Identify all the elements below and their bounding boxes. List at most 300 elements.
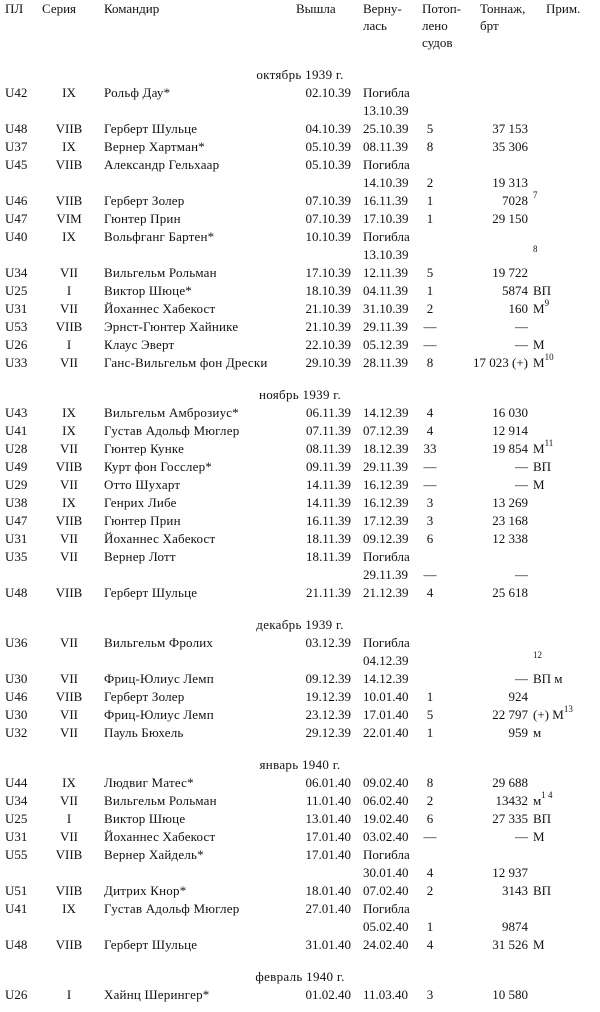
cell-returned: Погибла — [363, 85, 410, 100]
cell-returned: 16.12.39 — [363, 495, 409, 510]
cell-commander: Вильгельм Рольман — [104, 265, 217, 280]
cell-tonnage: — — [515, 319, 528, 334]
cell-sunk: 2 — [426, 883, 434, 898]
cell-note — [533, 476, 545, 494]
cell-tonnage: 3143 — [502, 883, 528, 898]
cell-returned: 16.12.39 — [363, 477, 409, 492]
cell-note — [533, 936, 545, 954]
cell-tonnage: 25 618 — [492, 585, 528, 600]
cell-tonnage: 12 338 — [492, 531, 528, 546]
section-gap — [0, 954, 600, 968]
cell-series: I — [66, 987, 72, 1002]
cell-tonnage: 35 306 — [492, 139, 528, 154]
table-row — [0, 422, 600, 440]
cell-sunk: 1 — [426, 283, 434, 298]
cell-series: VIIB — [55, 937, 83, 952]
cell-series: IX — [62, 139, 76, 154]
header-sunk: Потоп- лено судов — [422, 1, 462, 50]
cell-pl: U41 — [5, 901, 28, 916]
cell-sunk: 1 — [426, 725, 434, 740]
cell-series: VII — [59, 531, 79, 546]
cell-series: IX — [62, 423, 76, 438]
cell-departed: 18.11.39 — [305, 549, 351, 564]
cell-series: VII — [59, 477, 79, 492]
cell-returned: 17.10.39 — [363, 211, 409, 226]
cell-pl: U36 — [5, 635, 28, 650]
header-notes: Прим. — [546, 1, 581, 16]
cell-pl: U41 — [5, 423, 28, 438]
cell-commander: Людвиг Матес* — [104, 775, 194, 790]
footnote-ref: 7 — [533, 190, 538, 200]
cell-returned: 22.01.40 — [363, 725, 409, 740]
table-row — [0, 458, 600, 476]
cell-departed: 31.01.40 — [305, 937, 351, 952]
cell-sunk: 3 — [426, 513, 434, 528]
cell-series: VII — [59, 671, 79, 686]
month-heading: декабрь 1939 г. — [256, 617, 344, 632]
cell-returned: 11.03.40 — [363, 987, 409, 1002]
cell-pl: U38 — [5, 495, 28, 510]
cell-pl: U48 — [5, 937, 28, 952]
cell-commander: Гюнтер Прин — [104, 211, 181, 226]
header-returned: Верну- лась — [363, 1, 402, 33]
cell-sunk: 2 — [426, 175, 434, 190]
cell-note — [533, 810, 551, 828]
footnote-ref: 11 — [544, 438, 554, 448]
cell-pl: U26 — [5, 337, 28, 352]
table-row — [0, 84, 600, 102]
cell-departed: 09.12.39 — [305, 671, 351, 686]
cell-series: VIIB — [55, 585, 83, 600]
cell-tonnage: 31 526 — [492, 937, 528, 952]
cell-pl: U49 — [5, 459, 28, 474]
table-row — [0, 724, 600, 742]
month-heading: январь 1940 г. — [259, 757, 341, 772]
cell-departed: 22.10.39 — [305, 337, 351, 352]
cell-sunk: — — [423, 459, 437, 474]
cell-note — [533, 706, 573, 724]
cell-series: VIIB — [55, 121, 83, 136]
cell-series: VIIB — [55, 157, 83, 172]
cell-pl: U34 — [5, 793, 28, 808]
cell-pl: U31 — [5, 301, 28, 316]
cell-series: VII — [59, 355, 79, 370]
cell-note — [533, 354, 554, 372]
cell-pl: U42 — [5, 85, 28, 100]
cell-returned: 17.01.40 — [363, 707, 409, 722]
cell-tonnage: 37 153 — [492, 121, 528, 136]
cell-pl: U29 — [5, 477, 28, 492]
cell-note — [533, 336, 545, 354]
cell-departed: 17.10.39 — [305, 265, 351, 280]
table-row — [0, 652, 600, 670]
cell-tonnage: 27 335 — [492, 811, 528, 826]
cell-returned: 14.10.39 — [363, 175, 409, 190]
cell-series: VIIB — [55, 689, 83, 704]
cell-sunk: 4 — [426, 405, 434, 420]
cell-series: I — [66, 283, 72, 298]
cell-series: VII — [59, 441, 79, 456]
cell-tonnage: — — [515, 459, 528, 474]
cell-note — [533, 458, 551, 476]
cell-tonnage: 959 — [508, 725, 528, 740]
cell-tonnage: 13432 — [495, 793, 528, 808]
cell-returned: 29.11.39 — [363, 459, 409, 474]
section-gap — [0, 742, 600, 756]
table-row — [0, 318, 600, 336]
table-row — [0, 566, 600, 584]
cell-pl: U25 — [5, 811, 28, 826]
cell-pl: U48 — [5, 121, 28, 136]
cell-commander: Йоханнес Хабекост — [104, 829, 216, 844]
cell-commander: Густав Адольф Мюглер — [104, 423, 240, 438]
cell-commander: Вольфганг Бартен* — [104, 229, 215, 244]
cell-departed: 14.11.39 — [305, 495, 351, 510]
cell-series: VII — [59, 301, 79, 316]
header-tonnage: Тоннаж, брт — [480, 1, 526, 33]
cell-series: VIIB — [55, 459, 83, 474]
cell-note — [533, 246, 538, 264]
cell-sunk: 33 — [423, 441, 437, 456]
cell-series: IX — [62, 229, 76, 244]
cell-series: VIIB — [55, 883, 83, 898]
cell-returned: 16.11.39 — [363, 193, 409, 208]
cell-tonnage: 29 688 — [492, 775, 528, 790]
table-row — [0, 670, 600, 688]
table-row — [0, 210, 600, 228]
table-header — [0, 0, 600, 52]
cell-sunk: 2 — [426, 301, 434, 316]
cell-departed: 23.12.39 — [305, 707, 351, 722]
cell-sunk: 3 — [426, 987, 434, 1002]
cell-sunk: 8 — [426, 355, 434, 370]
cell-note — [533, 792, 552, 810]
cell-returned: 28.11.39 — [363, 355, 409, 370]
cell-pl: U47 — [5, 211, 28, 226]
cell-returned: Погибла — [363, 635, 410, 650]
cell-returned: 10.01.40 — [363, 689, 409, 704]
cell-series: IX — [62, 901, 76, 916]
cell-departed: 13.01.40 — [305, 811, 351, 826]
table-row — [0, 810, 600, 828]
cell-series: I — [66, 811, 72, 826]
table-row — [0, 264, 600, 282]
table-row — [0, 584, 600, 602]
cell-sunk: 6 — [426, 811, 434, 826]
cell-tonnage: 160 — [508, 301, 528, 316]
cell-departed: 09.11.39 — [305, 459, 351, 474]
cell-pl: U40 — [5, 229, 28, 244]
note-text: М — [533, 337, 545, 352]
cell-commander: Клаус Эверт — [104, 337, 175, 352]
cell-departed: 05.10.39 — [305, 139, 351, 154]
table-row — [0, 864, 600, 882]
cell-departed: 07.10.39 — [305, 211, 351, 226]
cell-departed: 18.01.40 — [305, 883, 351, 898]
cell-departed: 14.11.39 — [305, 477, 351, 492]
cell-tonnage: — — [515, 337, 528, 352]
cell-pl: U37 — [5, 139, 28, 154]
cell-pl: U43 — [5, 405, 28, 420]
cell-commander: Гюнтер Кунке — [104, 441, 185, 456]
cell-sunk: 4 — [426, 937, 434, 952]
cell-departed: 06.11.39 — [305, 405, 351, 420]
table-row — [0, 936, 600, 954]
cell-returned: 09.12.39 — [363, 531, 409, 546]
cell-departed: 17.01.40 — [305, 829, 351, 844]
cell-departed: 27.01.40 — [305, 901, 351, 916]
cell-departed: 10.10.39 — [305, 229, 351, 244]
cell-commander: Герберт Золер — [104, 689, 185, 704]
section-gap — [0, 372, 600, 386]
cell-departed: 19.12.39 — [305, 689, 351, 704]
cell-commander: Вернер Хайдель* — [104, 847, 204, 862]
cell-commander: Фриц-Юлиус Лемп — [104, 671, 214, 686]
cell-commander: Фриц-Юлиус Лемп — [104, 707, 214, 722]
header-pl: ПЛ — [5, 1, 24, 16]
table-row — [0, 174, 600, 192]
table-row — [0, 774, 600, 792]
cell-note — [533, 652, 542, 670]
cell-sunk: 5 — [426, 121, 434, 136]
cell-note — [533, 440, 553, 458]
footnote-ref: 9 — [544, 298, 550, 308]
cell-sunk: 6 — [426, 531, 434, 546]
cell-returned: 12.11.39 — [363, 265, 409, 280]
cell-sunk: — — [423, 319, 437, 334]
note-text: ВП — [533, 283, 552, 298]
cell-pl: U28 — [5, 441, 28, 456]
cell-returned: Погибла — [363, 901, 410, 916]
cell-sunk: 1 — [426, 193, 434, 208]
table-body — [0, 52, 600, 1004]
footnote-ref: 12 — [533, 650, 542, 660]
cell-sunk: 4 — [426, 865, 434, 880]
note-text: ВП — [533, 883, 552, 898]
note-text: М — [533, 301, 545, 316]
table-row — [0, 156, 600, 174]
footnote-ref: 8 — [533, 244, 538, 254]
cell-tonnage: 9874 — [502, 919, 528, 934]
cell-pl: U35 — [5, 549, 28, 564]
cell-series: VIM — [56, 211, 82, 226]
cell-departed: 21.11.39 — [305, 585, 351, 600]
table-row — [0, 476, 600, 494]
cell-series: VII — [59, 793, 79, 808]
cell-tonnage: 23 168 — [492, 513, 528, 528]
cell-sunk: 4 — [426, 585, 434, 600]
cell-returned: 30.01.40 — [363, 865, 409, 880]
cell-departed: 16.11.39 — [305, 513, 351, 528]
cell-commander: Курт фон Госслер* — [104, 459, 212, 474]
cell-tonnage: — — [515, 567, 528, 582]
cell-commander: Виктор Шюце — [104, 811, 186, 826]
cell-tonnage: 22 797 — [492, 707, 528, 722]
table-row — [0, 300, 600, 318]
cell-pl: U25 — [5, 283, 28, 298]
cell-pl: U55 — [5, 847, 28, 862]
cell-sunk: 5 — [426, 707, 434, 722]
cell-tonnage: 7028 — [502, 193, 528, 208]
table-row — [0, 228, 600, 246]
cell-note — [533, 192, 538, 210]
cell-returned: 07.02.40 — [363, 883, 409, 898]
cell-sunk: 8 — [426, 775, 434, 790]
cell-series: VII — [59, 635, 79, 650]
cell-departed: 07.11.39 — [305, 423, 351, 438]
cell-series: VII — [59, 725, 79, 740]
cell-series: VIIB — [55, 847, 83, 862]
cell-sunk: 1 — [426, 919, 434, 934]
table-row — [0, 918, 600, 936]
cell-commander: Герберт Золер — [104, 193, 185, 208]
cell-series: VII — [59, 265, 79, 280]
table-row — [0, 706, 600, 724]
cell-returned: 09.02.40 — [363, 775, 409, 790]
cell-commander: Гюнтер Прин — [104, 513, 181, 528]
note-text: М — [533, 937, 545, 952]
cell-pl: U31 — [5, 531, 28, 546]
cell-pl: U51 — [5, 883, 28, 898]
cell-commander: Вильгельм Рольман — [104, 793, 217, 808]
cell-tonnage: 10 580 — [492, 987, 528, 1002]
note-text: ВП — [533, 459, 552, 474]
header-series: Серия — [42, 1, 77, 16]
header-commander: Командир — [104, 1, 160, 16]
cell-returned: 14.12.39 — [363, 405, 409, 420]
cell-pl: U44 — [5, 775, 28, 790]
cell-returned: 05.02.40 — [363, 919, 409, 934]
table-row — [0, 120, 600, 138]
cell-returned: Погибла — [363, 229, 410, 244]
cell-series: VIIB — [55, 513, 83, 528]
cell-returned: 13.10.39 — [363, 247, 409, 262]
table-row — [0, 102, 600, 120]
cell-pl: U45 — [5, 157, 28, 172]
cell-returned: 31.10.39 — [363, 301, 409, 316]
cell-sunk: 1 — [426, 211, 434, 226]
table-row — [0, 282, 600, 300]
cell-returned: Погибла — [363, 157, 410, 172]
cell-commander: Дитрих Кнор* — [104, 883, 187, 898]
cell-commander: Виктор Шюце* — [104, 283, 192, 298]
cell-commander: Александр Гельхаар — [104, 157, 220, 172]
cell-returned: 21.12.39 — [363, 585, 409, 600]
cell-pl: U30 — [5, 707, 28, 722]
cell-commander: Эрнст-Гюнтер Хайнике — [104, 319, 239, 334]
month-heading: февраль 1940 г. — [255, 969, 345, 984]
cell-pl: U48 — [5, 585, 28, 600]
cell-commander: Вернер Лотт — [104, 549, 176, 564]
cell-tonnage: 29 150 — [492, 211, 528, 226]
cell-departed: 01.02.40 — [305, 987, 351, 1002]
table-row — [0, 882, 600, 900]
table-row — [0, 986, 600, 1004]
note-text: (+) М — [533, 707, 564, 722]
cell-returned: 19.02.40 — [363, 811, 409, 826]
table-row — [0, 192, 600, 210]
cell-sunk: — — [423, 337, 437, 352]
cell-series: VII — [59, 707, 79, 722]
cell-returned: 04.12.39 — [363, 653, 409, 668]
cell-departed: 18.10.39 — [305, 283, 351, 298]
note-text: м — [533, 793, 542, 808]
header-departed: Вышла — [296, 1, 336, 16]
cell-series: IX — [62, 405, 76, 420]
cell-sunk: 2 — [426, 793, 434, 808]
cell-tonnage: — — [515, 829, 528, 844]
cell-departed: 07.10.39 — [305, 193, 351, 208]
note-text: м — [533, 725, 542, 740]
cell-tonnage: 16 030 — [492, 405, 528, 420]
cell-departed: 03.12.39 — [305, 635, 351, 650]
cell-sunk: 5 — [426, 265, 434, 280]
table-row — [0, 138, 600, 156]
cell-sunk: 4 — [426, 423, 434, 438]
cell-returned: 05.12.39 — [363, 337, 409, 352]
cell-returned: 07.12.39 — [363, 423, 409, 438]
note-text: М — [533, 355, 545, 370]
cell-commander: Йоханнес Хабекост — [104, 301, 216, 316]
cell-returned: 24.02.40 — [363, 937, 409, 952]
cell-pl: U30 — [5, 671, 28, 686]
cell-sunk: 3 — [426, 495, 434, 510]
cell-series: IX — [62, 775, 76, 790]
note-text: М — [533, 477, 545, 492]
cell-departed: 04.10.39 — [305, 121, 351, 136]
table-row — [0, 548, 600, 566]
footnote-ref: 1 4 — [541, 790, 553, 800]
table-row — [0, 846, 600, 864]
table-row — [0, 246, 600, 264]
cell-tonnage: 17 023 (+) — [473, 355, 528, 370]
month-heading: октябрь 1939 г. — [256, 67, 344, 82]
cell-pl: U46 — [5, 689, 28, 704]
cell-commander: Вильгельм Фролих — [104, 635, 214, 650]
cell-commander: Вильгельм Амброзиус* — [104, 405, 239, 420]
cell-departed: 17.01.40 — [305, 847, 351, 862]
cell-commander: Герберт Шульце — [104, 585, 198, 600]
section-gap — [0, 52, 600, 66]
cell-commander: Отто Шухарт — [104, 477, 181, 492]
table-row — [0, 792, 600, 810]
cell-note — [533, 670, 563, 688]
cell-commander: Йоханнес Хабекост — [104, 531, 216, 546]
cell-commander: Пауль Бюхель — [104, 725, 184, 740]
table-row — [0, 900, 600, 918]
table-row — [0, 440, 600, 458]
cell-departed: 18.11.39 — [305, 531, 351, 546]
cell-note — [533, 724, 541, 742]
cell-series: IX — [62, 85, 76, 100]
cell-departed: 29.12.39 — [305, 725, 351, 740]
cell-sunk: 8 — [426, 139, 434, 154]
table-row — [0, 634, 600, 652]
cell-tonnage: 12 914 — [492, 423, 528, 438]
cell-returned: 04.11.39 — [363, 283, 409, 298]
section-gap — [0, 602, 600, 616]
cell-returned: 03.02.40 — [363, 829, 409, 844]
cell-returned: Погибла — [363, 549, 410, 564]
cell-series: VIIB — [55, 193, 83, 208]
cell-sunk: — — [423, 477, 437, 492]
table-row — [0, 512, 600, 530]
cell-tonnage: — — [515, 477, 528, 492]
cell-pl: U32 — [5, 725, 28, 740]
cell-tonnage: 19 854 — [492, 441, 528, 456]
cell-series: VIIB — [55, 319, 83, 334]
cell-note — [533, 882, 551, 900]
